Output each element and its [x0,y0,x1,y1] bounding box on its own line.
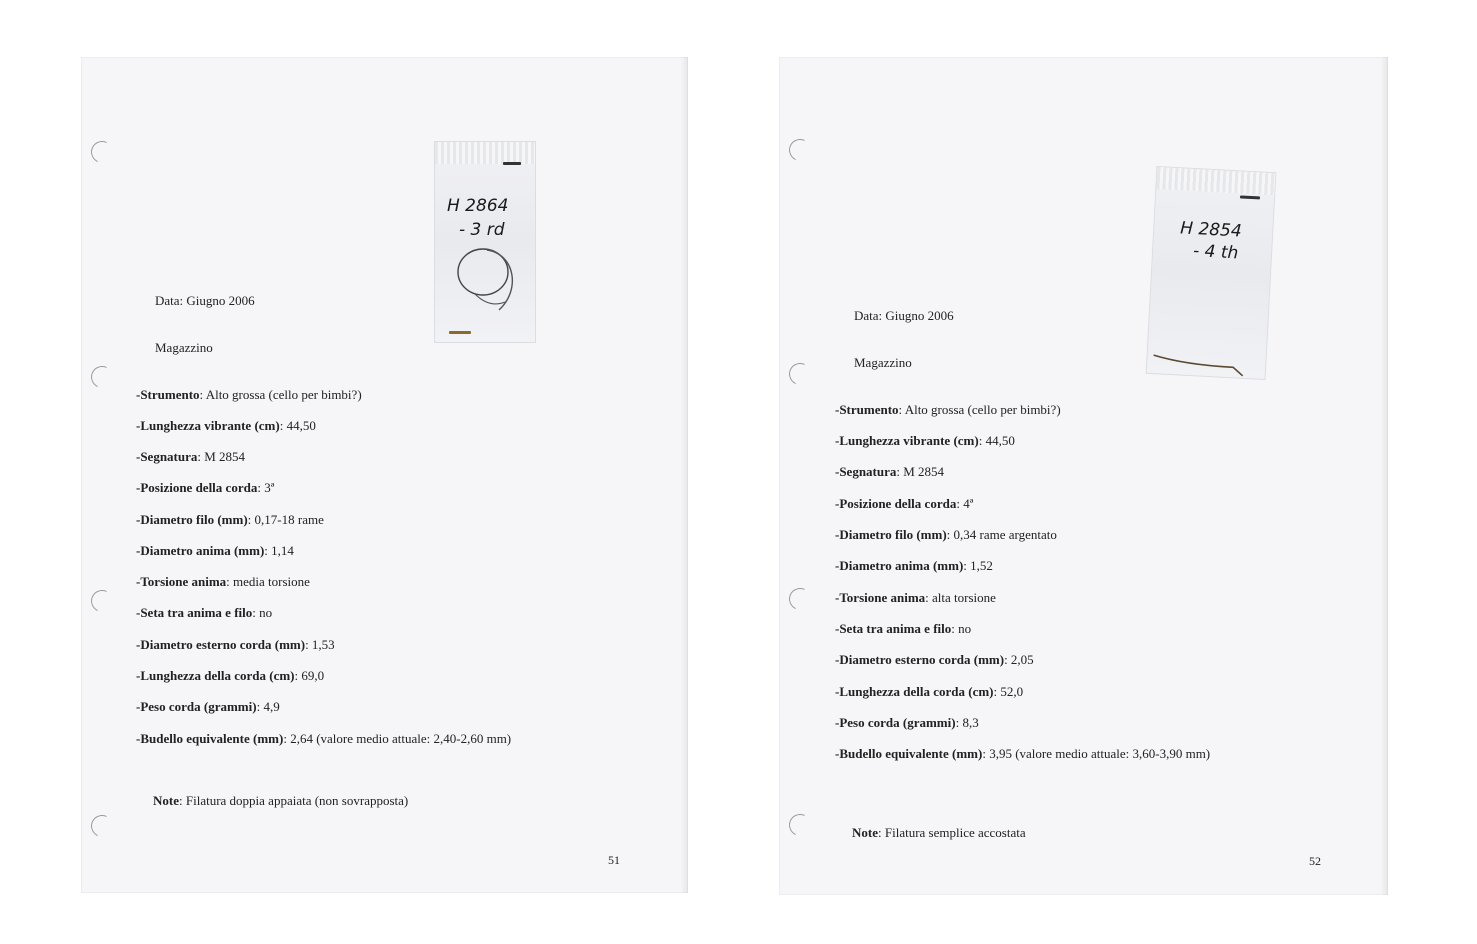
field-diametro-esterno [835,652,1034,668]
field-peso-corda [136,699,280,715]
location-line: Magazzino [854,355,912,370]
field-strumento [835,402,1061,418]
string-sample-bag [1146,166,1277,380]
bag-handwritten-label-line2: - 3 rd [459,220,505,240]
field-label: -Segnatura [835,464,897,479]
field-value: : 1,14 [264,543,294,558]
punch-hole [88,138,116,166]
field-diametro-esterno [136,637,335,653]
field-value: : 2,05 [1004,652,1034,667]
field-diametro-filo [136,512,324,528]
field-label: -Lunghezza della corda (cm) [835,684,994,699]
field-segnatura [136,449,245,465]
field-label: -Peso corda (grammi) [136,699,257,714]
field-label: -Budello equivalente (mm) [136,731,284,746]
field-value: : no [951,621,972,636]
field-label: -Budello equivalente (mm) [835,746,983,761]
note-label: Note [852,825,878,840]
field-label: -Seta tra anima e filo [835,621,952,636]
field-label: -Lunghezza della corda (cm) [136,668,295,683]
field-budello-equivalente [136,731,511,747]
field-segnatura [835,464,944,480]
field-lunghezza-vibrante [835,433,1015,449]
punch-hole [786,360,814,388]
coiled-string [435,142,535,342]
note-line [153,793,408,809]
field-value: : 69,0 [294,668,325,683]
date-line: Data: Giugno 2006 [854,308,954,323]
field-value: : 52,0 [993,684,1024,699]
field-lunghezza-corda [136,668,324,684]
page-edge-shadow [1380,57,1388,895]
field-label: -Diametro anima (mm) [136,543,265,558]
field-label: -Strumento [136,387,200,402]
field-label: -Torsione anima [835,590,926,605]
field-lunghezza-vibrante [136,418,316,434]
punch-hole [88,587,116,615]
string-end [449,331,471,334]
field-value: : M 2854 [197,449,246,464]
field-torsione-anima [835,590,996,606]
field-value: : 0,34 rame argentato [946,527,1057,542]
field-posizione-corda [835,496,973,512]
field-value: : 44,50 [279,418,316,433]
bag-handwritten-label-line2: - 4 th [1192,241,1239,264]
field-label: -Diametro anima (mm) [835,558,964,573]
field-label: -Seta tra anima e filo [136,605,253,620]
field-value: : 3,95 (valore medio attuale: 3,60-3,90 mm) [982,746,1211,761]
field-value: : 3ª [257,480,275,495]
note-label: Note [153,793,179,808]
field-seta [136,605,272,621]
field-label: -Diametro filo (mm) [136,512,248,527]
field-value: : media torsione [226,574,310,589]
field-value: : Alto grossa (cello per bimbi?) [199,387,362,402]
field-value: : no [252,605,273,620]
note-text: : Filatura doppia appaiata (non sovrapposta) [179,793,409,808]
document-page-52 [779,57,1388,895]
field-label: -Lunghezza vibrante (cm) [835,433,979,448]
date-line: Data: Giugno 2006 [155,293,255,308]
field-value: : 1,53 [305,637,335,652]
field-label: -Strumento [835,402,899,417]
field-value: : Alto grossa (cello per bimbi?) [898,402,1061,417]
field-diametro-anima [835,558,993,574]
page-edge-shadow [680,57,688,893]
field-label: -Posizione della corda [136,480,258,495]
string-sample-bag [434,141,536,343]
field-torsione-anima [136,574,310,590]
note-text: : Filatura semplice accostata [878,825,1026,840]
page-number: 51 [608,853,620,867]
field-label: -Diametro filo (mm) [835,527,947,542]
field-value: : alta torsione [925,590,996,605]
field-label: -Lunghezza vibrante (cm) [136,418,280,433]
field-seta [835,621,971,637]
field-value: : 1,52 [963,558,993,573]
field-value: : 4,9 [256,699,280,714]
field-budello-equivalente [835,746,1210,762]
document-page-51 [81,57,688,893]
punch-hole [88,363,116,391]
field-value: : 44,50 [978,433,1015,448]
punch-hole [786,585,814,613]
punch-hole [88,812,116,840]
field-value: : M 2854 [896,464,945,479]
field-label: -Diametro esterno corda (mm) [136,637,306,652]
field-value: : 2,64 (valore medio attuale: 2,40-2,60 mm) [283,731,512,746]
page-number: 52 [1309,854,1321,868]
field-label: -Torsione anima [136,574,227,589]
field-label: -Peso corda (grammi) [835,715,956,730]
bag-handwritten-label-line1: H 2854 [1179,218,1243,242]
punch-hole [786,136,814,164]
short-string [1147,167,1276,379]
note-line [852,825,1026,841]
bag-handwritten-label-line1: H 2864 [447,196,509,216]
location-line: Magazzino [155,340,213,355]
field-lunghezza-corda [835,684,1023,700]
field-strumento [136,387,362,403]
punch-hole [786,811,814,839]
field-label: -Posizione della corda [835,496,957,511]
field-diametro-anima [136,543,294,559]
field-peso-corda [835,715,979,731]
field-label: -Segnatura [136,449,198,464]
field-value: : 4ª [956,496,974,511]
field-value: : 8,3 [955,715,979,730]
field-posizione-corda [136,480,274,496]
field-diametro-filo [835,527,1057,543]
field-value: : 0,17-18 rame [247,512,324,527]
field-label: -Diametro esterno corda (mm) [835,652,1005,667]
